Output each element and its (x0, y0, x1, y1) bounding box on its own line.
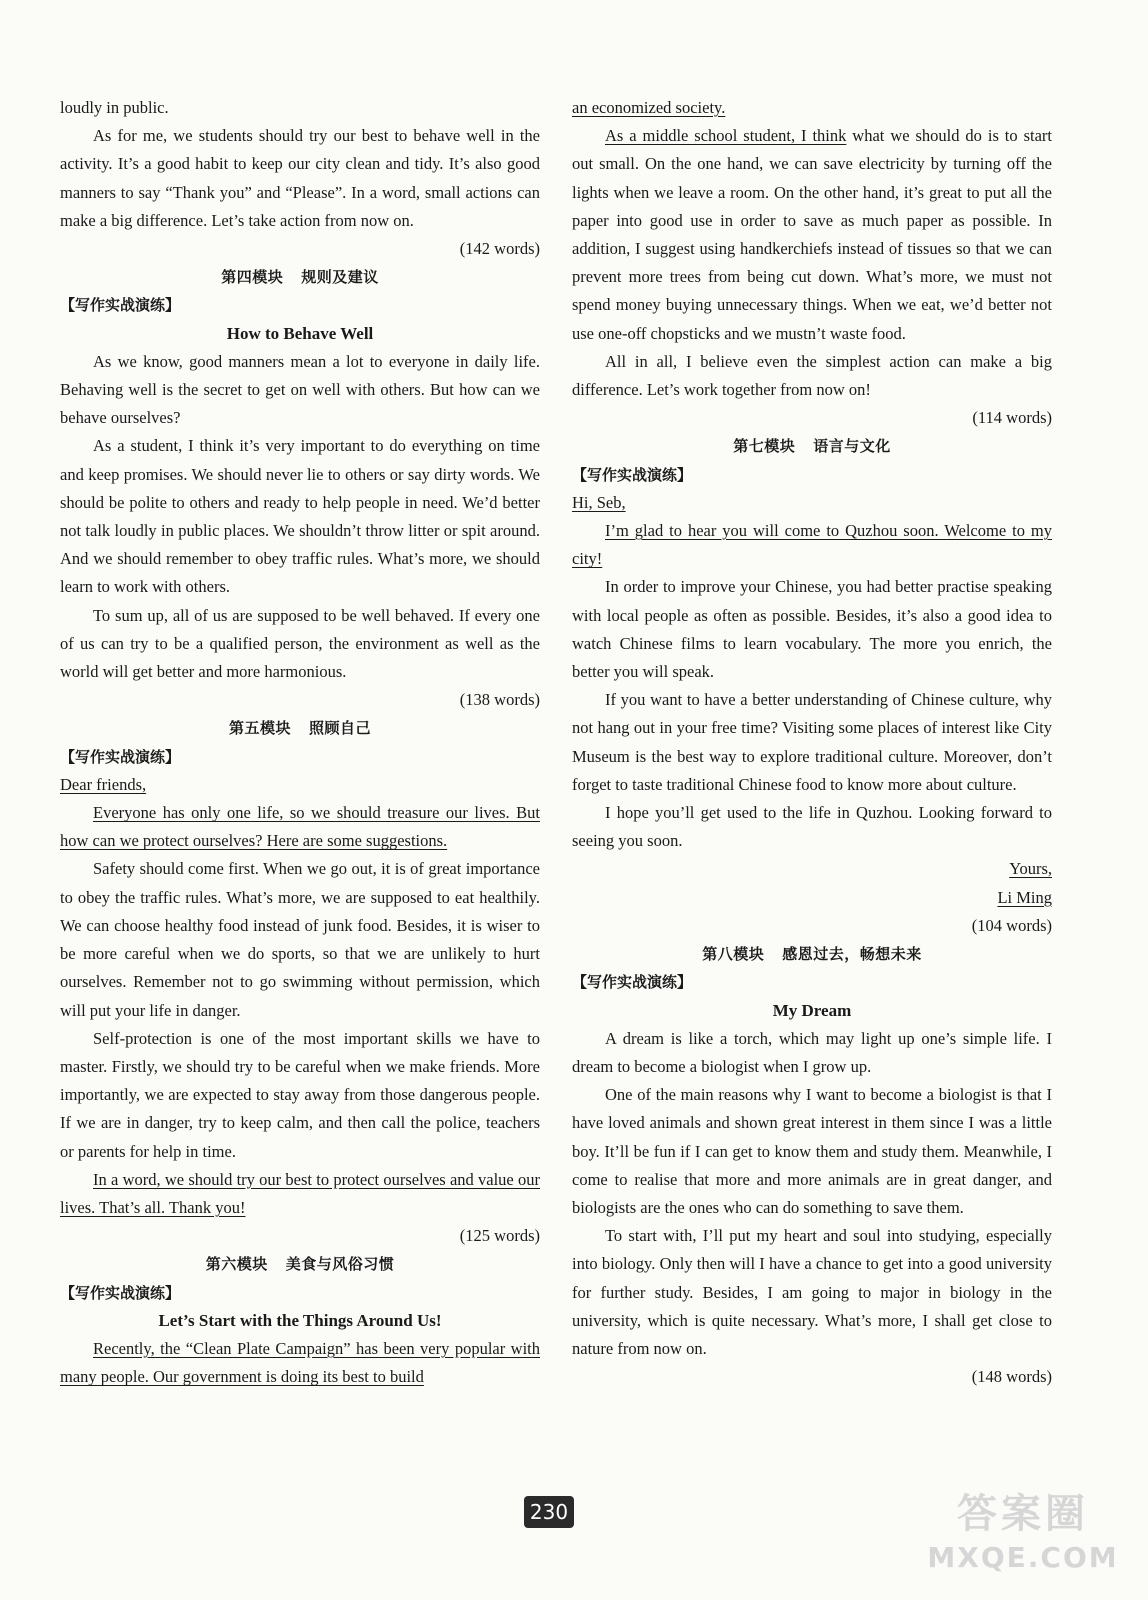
paragraph: loudly in public. (60, 98, 169, 117)
paragraph: Safety should come first. When we go out, it is of great importance to obey the traffic rules. What’s more, we are supposed to eat healthily. We can choose healthy food instead of junk food. Besides, it is wiser to be more careful when we do sports, so that we are unlikely to hurt ourselves. Remember not to go swimming without permission, which will put your life in danger. (60, 859, 540, 1020)
module-number: 第四模块 (221, 268, 284, 287)
watermark-url: MXQE.COM (927, 1541, 1119, 1574)
word-count: (148 words) (971, 1367, 1052, 1387)
section-label: 【写作实战演练】 (60, 296, 181, 315)
paragraph: To start with, I’ll put my heart and soul into studying, especially into biology. Only then will I have a chance to get into a good university for further study. Besides, I am going to major in biology in the university, which is quite necessary. What’s more, I shall get close to nature from now on. (572, 1226, 1052, 1358)
paragraph: an economized society. (572, 98, 726, 117)
underlined-phrase: As a middle school student, I think (605, 126, 847, 146)
word-count: (114 words) (972, 408, 1052, 428)
paragraph: In a word, we should try our best to protect ourselves and value our lives. That’s all. Thank you! (60, 1169, 540, 1217)
module-heading (60, 263, 540, 291)
module-topic: 感恩过去，畅想未来 (782, 945, 922, 964)
module-heading (572, 940, 1052, 968)
paragraph-text: what we should do is to start out small. On the one hand, we can save electricity by turning off the lights when we leave a room. On the other hand, it’s great to put all the paper into good use in order to save as much paper as possible. In addition, I suggest using handkerchiefs instead of tissues so that we can prevent more trees from being cut down. What’s more, we must not spend money buying unnecessary things. When we eat, we’d better not use one-off chopsticks and we mustn’t waste food. (572, 126, 1052, 343)
section-label: 【写作实战演练】 (572, 465, 693, 484)
essay-title: My Dream (772, 1000, 852, 1020)
module-number: 第七模块 (733, 437, 796, 456)
module-number: 第八模块 (702, 945, 765, 964)
word-count: (142 words) (459, 239, 540, 259)
paragraph: In order to improve your Chinese, you had better practise speaking with local people as often as possible. Besides, it’s also a good idea to watch Chinese films to learn vocabulary. The more you enrich, the better you will speak. (572, 577, 1052, 682)
essay-title: How to Behave Well (226, 323, 374, 343)
module-heading (60, 714, 540, 742)
letter-signature: Li Ming (997, 887, 1052, 907)
section-label: 【写作实战演练】 (572, 973, 693, 992)
paragraph: Everyone has only one life, so we should treasure our lives. But how can we protect ourselves? Here are some suggestions. (60, 803, 540, 851)
module-heading (572, 432, 1052, 460)
module-topic: 照顾自己 (309, 719, 372, 738)
letter-closing: Yours, (1009, 859, 1052, 879)
module-topic: 美食与风俗习惯 (285, 1255, 395, 1274)
paragraph: I hope you’ll get used to the life in Quzhou. Looking forward to seeing you soon. (572, 803, 1052, 851)
paragraph (572, 122, 1052, 348)
paragraph: If you want to have a better understanding of Chinese culture, why not hang out in your free time? Visiting some places of interest like City Museum is the best way to explore traditional culture. Moreover, don’t forget to taste traditional Chinese food to know more about culture. (572, 690, 1052, 794)
letter-greeting: Dear friends, (60, 774, 147, 794)
paragraph: To sum up, all of us are supposed to be well behaved. If every one of us can try to be a qualified person, the environment as well as the world will get better and more harmonious. (60, 605, 540, 682)
word-count: (104 words) (971, 915, 1052, 935)
watermark-text: 答案圈 (957, 1491, 1089, 1537)
module-number: 第六模块 (205, 1255, 268, 1274)
section-label: 【写作实战演练】 (60, 1283, 181, 1302)
module-heading (60, 1250, 540, 1278)
paragraph: As for me, we students should try our best to behave well in the activity. It’s a good habit to keep our city clean and tidy. It’s also good manners to say “Thank you” and “Please”. In a word, small actions can make a big difference. Let’s take action from now on. (60, 126, 540, 230)
section-label: 【写作实战演练】 (60, 747, 181, 766)
paragraph: Recently, the “Clean Plate Campaign” has been very popular with many people. Our government is doing its best to build (60, 1338, 540, 1387)
paragraph: As we know, good manners mean a lot to everyone in daily life. Behaving well is the secret to get on well with others. But how can we behave ourselves? (60, 351, 540, 428)
letter-greeting: Hi, Seb, (572, 492, 626, 512)
paragraph: As a student, I think it’s very important to do everything on time and keep promises. We should never lie to others or say dirty words. We should be polite to others and ready to help people in need. We’d better not talk loudly in public places. We shouldn’t throw litter or spit around. And we should remember to obey traffic rules. What’s more, we should learn to work with others. (60, 436, 540, 597)
paragraph: All in all, I believe even the simplest action can make a big difference. Let’s work together from now on! (572, 351, 1052, 400)
word-count: (125 words) (459, 1226, 540, 1246)
module-topic: 规则及建议 (301, 268, 379, 287)
right-column (572, 94, 1052, 1391)
paragraph: A dream is like a torch, which may light up one’s simple life. I dream to become a biologist when I grow up. (572, 1028, 1052, 1076)
essay-title: Let’s Start with the Things Around Us! (158, 1310, 442, 1330)
word-count: (138 words) (459, 690, 540, 710)
paragraph: One of the main reasons why I want to become a biologist is that I have loved animals and shown great interest in them since I was a little boy. It’ll be fun if I can get to know them and study them. Meanwhile, I come to realise that more and more animals are in great danger, and biologists are the ones who can do something to save them. (572, 1085, 1052, 1217)
page-number: 230 (524, 1496, 574, 1528)
left-column (60, 94, 540, 1391)
paragraph: I’m glad to hear you will come to Quzhou soon. Welcome to my city! (572, 521, 1052, 569)
paragraph: Self-protection is one of the most important skills we have to master. Firstly, we should try to be careful when we make friends. More importantly, we are expected to stay away from those dangerous people. If we are in danger, try to keep calm, and then call the police, teachers or parents for help in time. (60, 1028, 540, 1161)
module-number: 第五模块 (228, 719, 291, 738)
watermark-logo (918, 1488, 1128, 1588)
module-topic: 语言与文化 (813, 437, 891, 456)
